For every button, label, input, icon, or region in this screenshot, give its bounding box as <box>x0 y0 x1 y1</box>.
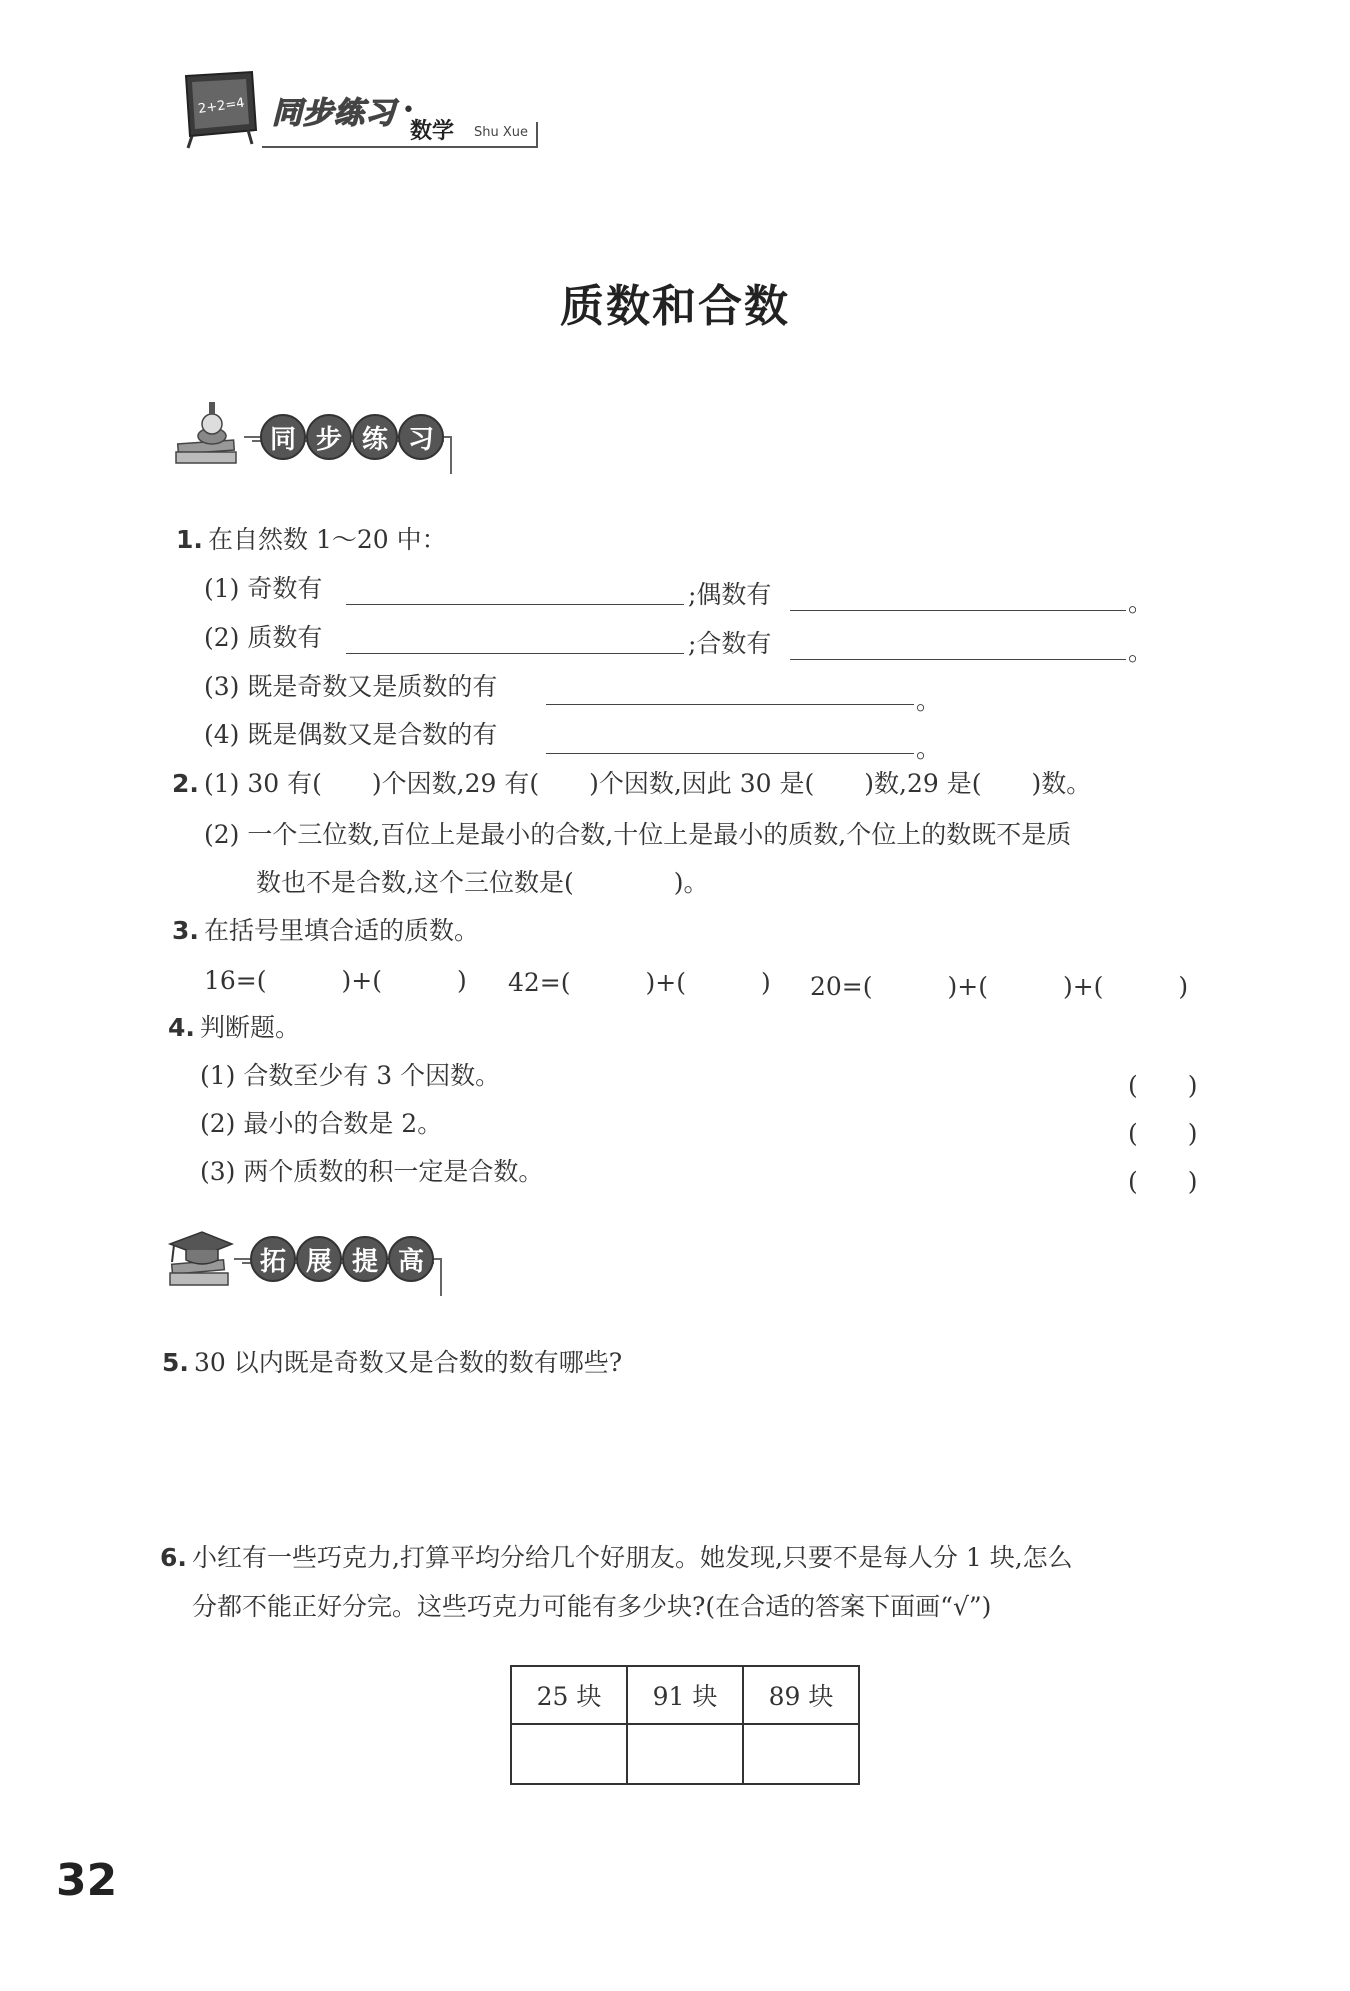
books-graduation-cap-icon <box>162 1222 234 1292</box>
table-answer-row <box>511 1724 859 1784</box>
q3-number: 3. <box>172 916 199 945</box>
q1-part2-end: 。 <box>1128 637 1154 666</box>
q1-part2-mid: ;合数有 <box>688 629 772 658</box>
q6-number: 6. <box>160 1543 187 1572</box>
q4-number: 4. <box>168 1013 195 1042</box>
q6-line2: 分都不能正好分完。这些巧克力可能有多少块?(在合适的答案下面画“√”) <box>192 1592 992 1621</box>
page-number: 32 <box>56 1855 118 1906</box>
q4-item-2: (2) 最小的合数是 2。 <box>200 1109 443 1138</box>
q1-part3-end: 。 <box>916 686 942 715</box>
judgement-bracket[interactable]: ( ) <box>1128 1071 1198 1100</box>
q1-part3-label: (3) 既是奇数又是质数的有 <box>204 672 498 701</box>
books-lamp-icon <box>172 398 244 468</box>
table-header-cell: 25 块 <box>511 1666 627 1724</box>
subject-label: 数学 <box>410 119 455 144</box>
svg-text:2+2=4: 2+2=4 <box>197 95 246 117</box>
answer-blank[interactable] <box>546 704 914 705</box>
section2-char-2: 展 <box>296 1236 342 1282</box>
q5-number: 5. <box>162 1348 189 1377</box>
subject-pinyin: Shu Xue <box>474 125 529 140</box>
q1-part1-label: (1) 奇数有 <box>204 574 323 603</box>
section2-char-4: 高 <box>388 1236 434 1282</box>
header-dot: • <box>402 98 415 123</box>
section2-char-1: 拓 <box>250 1236 296 1282</box>
section2-char-3: 提 <box>342 1236 388 1282</box>
header-tick <box>536 122 538 148</box>
q4-item-3: (3) 两个质数的积一定是合数。 <box>200 1157 544 1186</box>
q1-stem: 在自然数 1～20 中： <box>208 525 447 554</box>
q3-equation-2: 42=( )+( ) <box>508 968 771 997</box>
table-header-row <box>511 1666 859 1724</box>
q2-number: 2. <box>172 769 199 798</box>
page-title: 质数和合数 <box>560 281 790 332</box>
chalkboard-icon <box>182 70 260 150</box>
table-header-cell: 91 块 <box>627 1666 743 1724</box>
q2-part2-line2: 数也不是合数,这个三位数是( )。 <box>256 868 709 897</box>
answer-blank[interactable] <box>790 659 1126 660</box>
section1-char-4: 习 <box>398 414 444 460</box>
q1-part2-label: (2) 质数有 <box>204 623 323 652</box>
section1-char-1: 同 <box>260 414 306 460</box>
q1-part4-label: (4) 既是偶数又是合数的有 <box>204 720 498 749</box>
answer-cell[interactable] <box>511 1724 627 1784</box>
q3-equation-1: 16=( )+( ) <box>204 966 467 995</box>
q3-equation-3: 20=( )+( )+( ) <box>810 972 1189 1001</box>
q1-number: 1. <box>176 525 203 554</box>
judgement-bracket[interactable]: ( ) <box>1128 1167 1198 1196</box>
q2-part2-line1: (2) 一个三位数,百位上是最小的合数,十位上是最小的质数,个位上的数既不是质 <box>204 820 1072 849</box>
q2-part1: (1) 30 有( )个因数,29 有( )个因数,因此 30 是( )数,29 是( )数。 <box>204 769 1092 798</box>
answer-blank[interactable] <box>790 610 1126 611</box>
q1-part1-mid: ;偶数有 <box>688 580 772 609</box>
q4-stem: 判断题。 <box>200 1013 301 1042</box>
answer-blank[interactable] <box>346 653 684 654</box>
q1-part1-end: 。 <box>1128 588 1154 617</box>
series-title: 同步练习 <box>272 96 396 131</box>
answer-cell[interactable] <box>627 1724 743 1784</box>
answer-blank[interactable] <box>346 604 684 605</box>
answer-cell[interactable] <box>743 1724 859 1784</box>
answer-blank[interactable] <box>546 753 914 754</box>
table-header-cell: 89 块 <box>743 1666 859 1724</box>
answer-table <box>510 1665 860 1785</box>
judgement-bracket[interactable]: ( ) <box>1128 1119 1198 1148</box>
q5-text: 30 以内既是奇数又是合数的数有哪些? <box>194 1348 623 1377</box>
q1-part4-end: 。 <box>916 734 942 763</box>
q3-stem: 在括号里填合适的质数。 <box>204 916 480 945</box>
section1-char-2: 步 <box>306 414 352 460</box>
section1-char-3: 练 <box>352 414 398 460</box>
header-underline <box>262 146 538 148</box>
q6-line1: 小红有一些巧克力,打算平均分给几个好朋友。她发现,只要不是每人分 1 块,怎么 <box>192 1543 1073 1572</box>
q4-item-1: (1) 合数至少有 3 个因数。 <box>200 1061 501 1090</box>
